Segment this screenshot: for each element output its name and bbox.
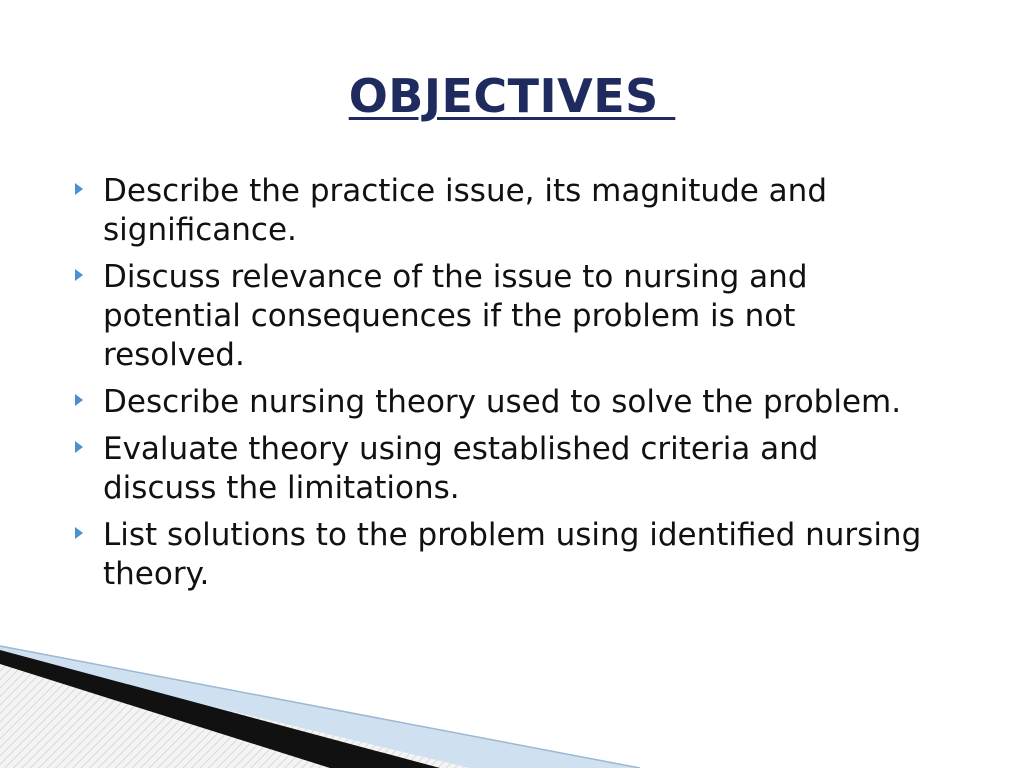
corner-dark-swoosh [0, 650, 440, 768]
objective-item-4 [72, 430, 932, 508]
objective-item-5 [72, 516, 932, 594]
slide-title [0, 66, 1024, 126]
triangle-bullet-icon [75, 183, 83, 195]
objective-text-5: List solutions to the problem using identified nursing theory. [103, 517, 922, 592]
triangle-bullet-icon [75, 527, 83, 539]
objective-item-3 [72, 383, 932, 422]
objective-item-2 [72, 258, 932, 375]
triangle-bullet-icon [75, 394, 83, 406]
slide-title-text: OBJECTIVES [348, 69, 676, 123]
corner-light-band [0, 646, 640, 768]
triangle-bullet-icon [75, 269, 83, 281]
objective-item-1 [72, 172, 932, 250]
corner-pattern-wedge [0, 648, 600, 768]
triangle-bullet-icon [75, 441, 83, 453]
objective-text-4: Evaluate theory using established criteria and discuss the limitations. [103, 431, 819, 506]
objectives-list [72, 172, 932, 602]
objective-text-3: Describe nursing theory used to solve the problem. [103, 384, 902, 420]
objective-text-2: Discuss relevance of the issue to nursing and potential consequences if the problem is not resolved. [103, 259, 808, 373]
objective-text-1: Describe the practice issue, its magnitude and significance. [103, 173, 828, 248]
corner-edge-line [0, 646, 640, 768]
